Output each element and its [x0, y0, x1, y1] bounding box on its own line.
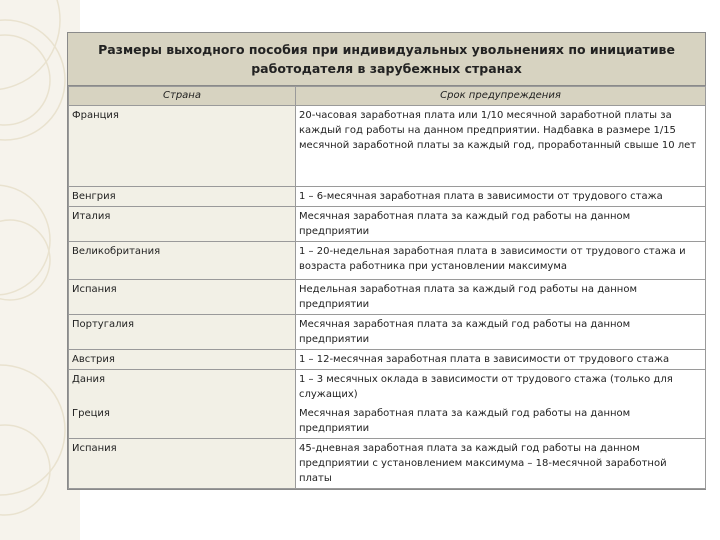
country-cell: Португалия: [69, 315, 296, 350]
table-row: [69, 242, 706, 280]
table-header-row: [69, 87, 706, 106]
term-cell: Месячная заработная плата за каждый год работы на данном предприятии: [296, 207, 706, 242]
country-cell: Австрия: [69, 350, 296, 370]
table-row: [69, 370, 706, 405]
term-cell: 1 – 6-месячная заработная плата в зависимости от трудового стажа: [296, 187, 706, 207]
term-cell: Месячная заработная плата за каждый год работы на данном предприятии: [296, 315, 706, 350]
country-cell: Италия: [69, 207, 296, 242]
table-title: Размеры выходного пособия при индивидуальных увольнениях по инициативе работодателя в зарубежных странах: [68, 33, 705, 86]
table-row: [69, 106, 706, 187]
table-row: [69, 350, 706, 370]
severance-table-panel: [67, 32, 706, 490]
severance-table: [68, 86, 706, 489]
country-cell: Греция: [69, 404, 296, 439]
country-cell: Франция: [69, 106, 296, 187]
country-cell: Венгрия: [69, 187, 296, 207]
term-cell: 1 – 3 месячных оклада в зависимости от трудового стажа (только для служащих): [296, 370, 706, 405]
table-row: [69, 207, 706, 242]
term-cell: 1 – 12-месячная заработная плата в зависимости от трудового стажа: [296, 350, 706, 370]
table-row: [69, 315, 706, 350]
country-cell: Великобритания: [69, 242, 296, 280]
table-row: [69, 439, 706, 489]
table-row: [69, 404, 706, 439]
term-cell: 20-часовая заработная плата или 1/10 месячной заработной платы за каждый год работы на данном предприятии. Надбавка в размере 1/15 месячной заработной платы за каждый год, проработанный свыше 10 лет: [296, 106, 706, 187]
table-row: [69, 280, 706, 315]
country-cell: Испания: [69, 439, 296, 489]
term-cell: Недельная заработная плата за каждый год работы на данном предприятии: [296, 280, 706, 315]
term-cell: Месячная заработная плата за каждый год работы на данном предприятии: [296, 404, 706, 439]
header-country: Страна: [69, 87, 296, 106]
country-cell: Дания: [69, 370, 296, 405]
country-cell: Испания: [69, 280, 296, 315]
header-term: Срок предупреждения: [296, 87, 706, 106]
table-row: [69, 187, 706, 207]
term-cell: 45-дневная заработная плата за каждый год работы на данном предприятии с установлением максимума – 18-месячной заработной платы: [296, 439, 706, 489]
term-cell: 1 – 20-недельная заработная плата в зависимости от трудового стажа и возраста работника при установлении максимума: [296, 242, 706, 280]
